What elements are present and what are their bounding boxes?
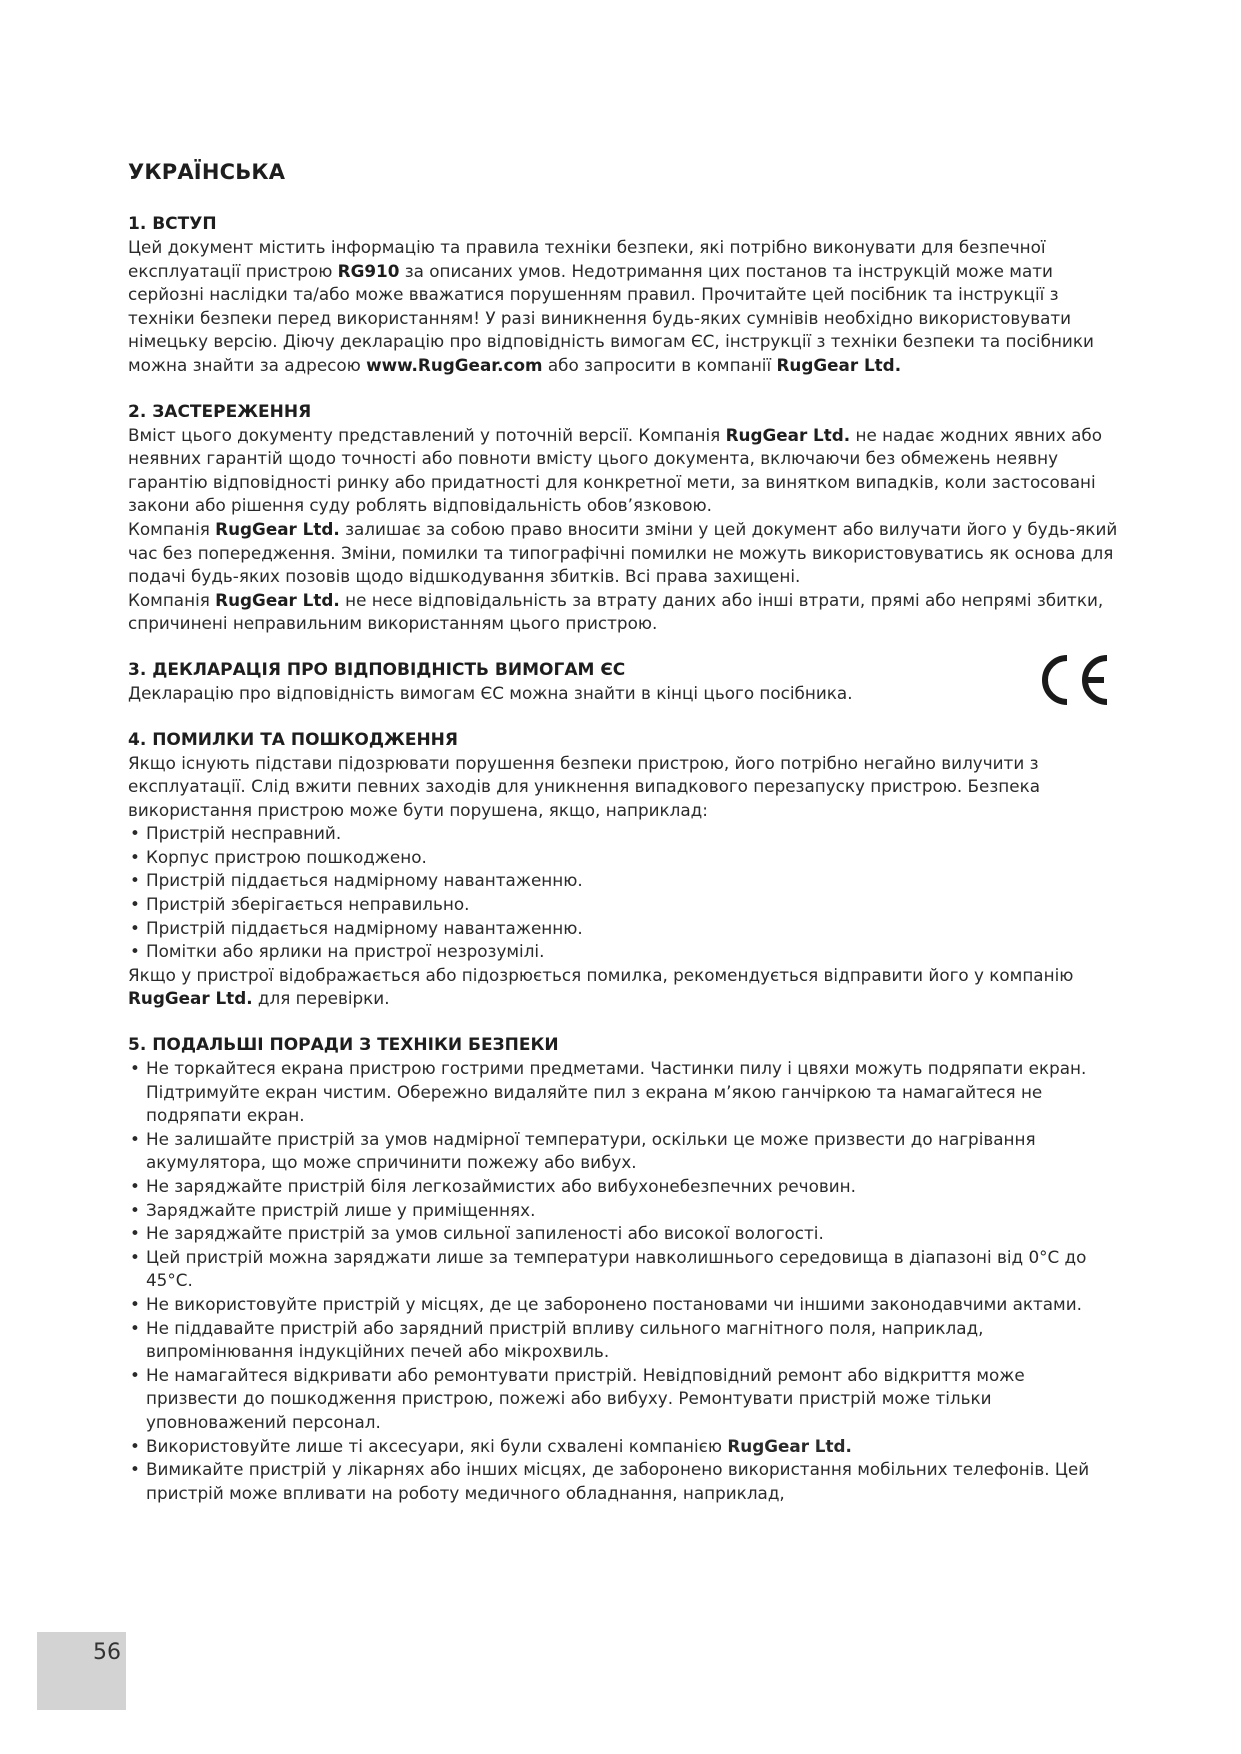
list-item: • Не заряджайте пристрій біля легкозаймистих або вибухонебезпечних речовин. [128,1175,1118,1199]
paragraph: Якщо у пристрої відображається або підозрюється помилка, рекомендується відправити його у компанію RugGear Ltd. для перевірки. [128,964,1074,1009]
section-heading: 5. ПОДАЛЬШІ ПОРАДИ З ТЕХНІКИ БЕЗПЕКИ [128,1035,559,1056]
paragraph: Вміст цього документу представлений у поточній версії. Компанія RugGear Ltd. не надає жодних явних або неявних гарантій щодо точності або повноти вмісту цього документа, включаючи без обмежень неявну гарантію відповідності ринку або придатності для конкретної мети, за винятком випадків, коли застосовані закони або рішення суду роблять відповідальність обов’язковою. [128,424,1102,516]
section-ce-declaration [128,658,1118,706]
list-item: • Пристрій піддається надмірному навантаженню. [128,917,1118,941]
list-item: • Пристрій зберігається неправильно. [128,893,1118,917]
section-heading: 3. ДЕКЛАРАЦІЯ ПРО ВІДПОВІДНІСТЬ ВИМОГАМ ЄС [128,659,626,680]
section-introduction [128,212,1118,378]
paragraph: Цей документ містить інформацію та правила техніки безпеки, які потрібно виконувати для безпечної експлуатації пристрою RG910 за описаних умов. Недотримання цих постанов та інструкцій може мати серйозні наслідки та/або може вважатися порушенням правил. Прочитайте цей посібник та інструкції з техніки безпеки перед використанням! У разі виникнення будь-яких сумнівів необхідно використовувати німецьку версію. Діючу декларацію про відповідність вимогам ЄС, інструкції з техніки безпеки та посібники можна знайти за адресою www.RugGear.com або запросити в компанії RugGear Ltd. [128,237,1094,375]
list-item: • Не заряджайте пристрій за умов сильної запиленості або високої вологості. [128,1222,1118,1246]
list-item: • Заряджайте пристрій лише у приміщеннях. [128,1199,1118,1223]
bullet-list [128,1057,1118,1505]
section-safety-advice [128,1033,1118,1505]
website-link: www.RugGear.com [366,354,543,375]
list-item: • Корпус пристрою пошкоджено. [128,846,1118,870]
list-item: • Не торкайтеся екрана пристрою гострими предметами. Частинки пилу і цвяхи можуть подряпати екран. Підтримуйте екран чистим. Обережно видаляйте пил з екрана м’якою ганчіркою та намагайтеся не подряпати екран. [128,1057,1118,1128]
list-item: • Цей пристрій можна заряджати лише за температури навколишнього середовища в діапазоні від 0°C до 45°C. [128,1246,1118,1293]
list-item: • Використовуйте лише ті аксесуари, які були схвалені компанією RugGear Ltd. [128,1435,1118,1459]
section-heading: 2. ЗАСТЕРЕЖЕННЯ [128,401,312,422]
document-page [128,160,1118,1527]
paragraph: Компанія RugGear Ltd. залишає за собою право вносити зміни у цей документ або вилучати його у будь-який час без попередження. Зміни, помилки та типографічні помилки не можуть використовуватись як основа для подачі будь-яких позовів щодо відшкодування збитків. Всі права захищені. [128,518,1118,587]
page-number: 56 [93,1640,121,1665]
list-item: • Не піддавайте пристрій або зарядний пристрій впливу сильного магнітного поля, наприклад, випромінювання індукційних печей або мікрохвиль. [128,1317,1118,1364]
list-item: • Вимикайте пристрій у лікарнях або інших місцях, де заборонено використання мобільних телефонів. Цей пристрій може впливати на роботу медичного обладнання, наприклад, [128,1458,1118,1505]
section-heading: 1. ВСТУП [128,214,217,234]
list-item: • Пристрій піддається надмірному навантаженню. [128,869,1118,893]
section-errors-damage [128,728,1118,1012]
list-item: • Не використовуйте пристрій у місцях, де це заборонено постановами чи іншими законодавчими актами. [128,1293,1118,1317]
section-disclaimer [128,400,1118,636]
list-item: • Помітки або ярлики на пристрої незрозумілі. [128,940,1118,964]
language-title: УКРАЇНСЬКА [128,160,286,184]
ce-mark-icon [1034,652,1112,708]
section-heading: 4. ПОМИЛКИ ТА ПОШКОДЖЕННЯ [128,729,458,750]
paragraph: Декларацію про відповідність вимогам ЄС можна знайти в кінці цього посібника. [128,682,853,703]
paragraph: Компанія RugGear Ltd. не несе відповідальність за втрату даних або інші втрати, прямі або непрямі збитки, спричинені неправильним використанням цього пристрою. [128,589,1104,634]
list-item: • Пристрій несправний. [128,822,1118,846]
list-item: • Не залишайте пристрій за умов надмірної температури, оскільки це може призвести до нагрівання акумулятора, що може спричинити пожежу або вибух. [128,1128,1118,1175]
paragraph: Якщо існують підстави підозрювати порушення безпеки пристрою, його потрібно негайно вилучити з експлуатації. Слід вжити певних заходів для уникнення випадкового перезапуску пристрою. Безпека використання пристрою може бути порушена, якщо, наприклад: [128,752,1041,820]
bullet-list [128,822,1118,964]
list-item: • Не намагайтеся відкривати або ремонтувати пристрій. Невідповідний ремонт або відкриття може призвести до пошкодження пристрою, пожежі або вибуху. Ремонтувати пристрій може тільки уповноважений персонал. [128,1364,1118,1435]
